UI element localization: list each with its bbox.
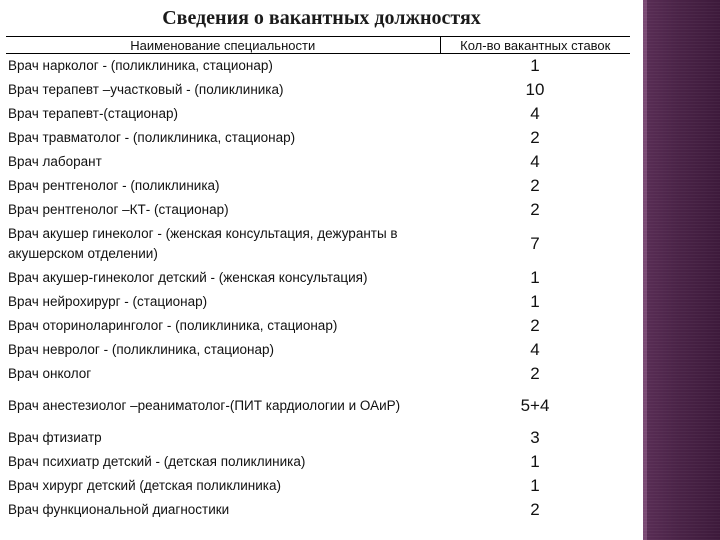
specialty-name: Врач лаборант [8, 154, 102, 169]
table-row [6, 126, 630, 150]
header-count: Кол-во вакантных ставок [440, 37, 630, 54]
table-row [6, 386, 630, 426]
vacancy-count: 1 [530, 452, 540, 471]
vacancy-count: 4 [530, 152, 540, 171]
table-row [6, 290, 630, 314]
vacancy-count: 1 [530, 476, 540, 495]
table-row [6, 54, 630, 79]
specialty-name: Врач фтизиатр [8, 430, 102, 445]
vacancies-table [6, 36, 630, 522]
vacancy-count: 2 [530, 316, 540, 335]
vacancy-count: 1 [530, 56, 540, 75]
table-row [6, 314, 630, 338]
vacancy-count: 2 [530, 500, 540, 519]
specialty-name: Врач нейрохирург - (стационар) [8, 294, 208, 309]
header-specialty: Наименование специальности [6, 37, 440, 54]
specialty-name: Врач хирург детский (детская поликлиника) [8, 478, 281, 493]
table-row [6, 426, 630, 450]
vacancy-count: 2 [530, 364, 540, 383]
vacancy-count: 1 [530, 268, 540, 287]
vacancy-count: 1 [530, 292, 540, 311]
table-row [6, 450, 630, 474]
specialty-name: Врач рентгенолог –КТ- (стационар) [8, 202, 229, 217]
table-row [6, 78, 630, 102]
decorative-sidebar [643, 0, 720, 540]
sidebar-texture [643, 0, 720, 540]
specialty-name: Врач акушер-гинеколог детский - (женская консультация) [8, 270, 368, 285]
specialty-name: Врач невролог - (поликлиника, стационар) [8, 342, 274, 357]
specialty-name: Врач рентгенолог - (поликлиника) [8, 178, 220, 193]
table-row [6, 102, 630, 126]
page-title: Сведения о вакантных должностях [162, 7, 481, 29]
specialty-name: Врач терапевт –участковый - (поликлиника) [8, 82, 284, 97]
vacancy-count: 10 [525, 80, 545, 99]
specialty-name: Врач нарколог - (поликлиника, стационар) [8, 58, 273, 73]
table-row [6, 222, 630, 266]
specialty-name: Врач онколог [8, 366, 92, 381]
table-header-row [6, 37, 630, 54]
vacancy-count: 4 [530, 340, 540, 359]
table-row [6, 198, 630, 222]
table-row [6, 362, 630, 386]
vacancy-count: 7 [530, 234, 540, 253]
vacancy-count: 5+4 [520, 396, 550, 415]
vacancy-count: 3 [530, 428, 540, 447]
vacancy-count: 2 [530, 200, 540, 219]
vacancy-count: 2 [530, 176, 540, 195]
vacancy-count: 4 [530, 104, 540, 123]
table-row [6, 174, 630, 198]
specialty-name: Врач травматолог - (поликлиника, стационар) [8, 130, 296, 145]
specialty-name: Врач оториноларинголог - (поликлиника, стационар) [8, 318, 338, 333]
specialty-name: Врач акушер гинеколог - (женская консультация, дежуранты в акушерском отделении) [8, 226, 398, 261]
table-row [6, 474, 630, 498]
table-row [6, 150, 630, 174]
table-row [6, 498, 630, 522]
table-row [6, 338, 630, 362]
specialty-name: Врач анестезиолог –реаниматолог-(ПИТ кардиологии и ОАиР) [8, 398, 401, 413]
vacancy-count: 2 [530, 128, 540, 147]
specialty-name: Врач психиатр детский - (детская поликлиника) [8, 454, 306, 469]
table-row [6, 266, 630, 290]
specialty-name: Врач терапевт-(стационар) [8, 106, 178, 121]
specialty-name: Врач функциональной диагностики [8, 502, 230, 517]
